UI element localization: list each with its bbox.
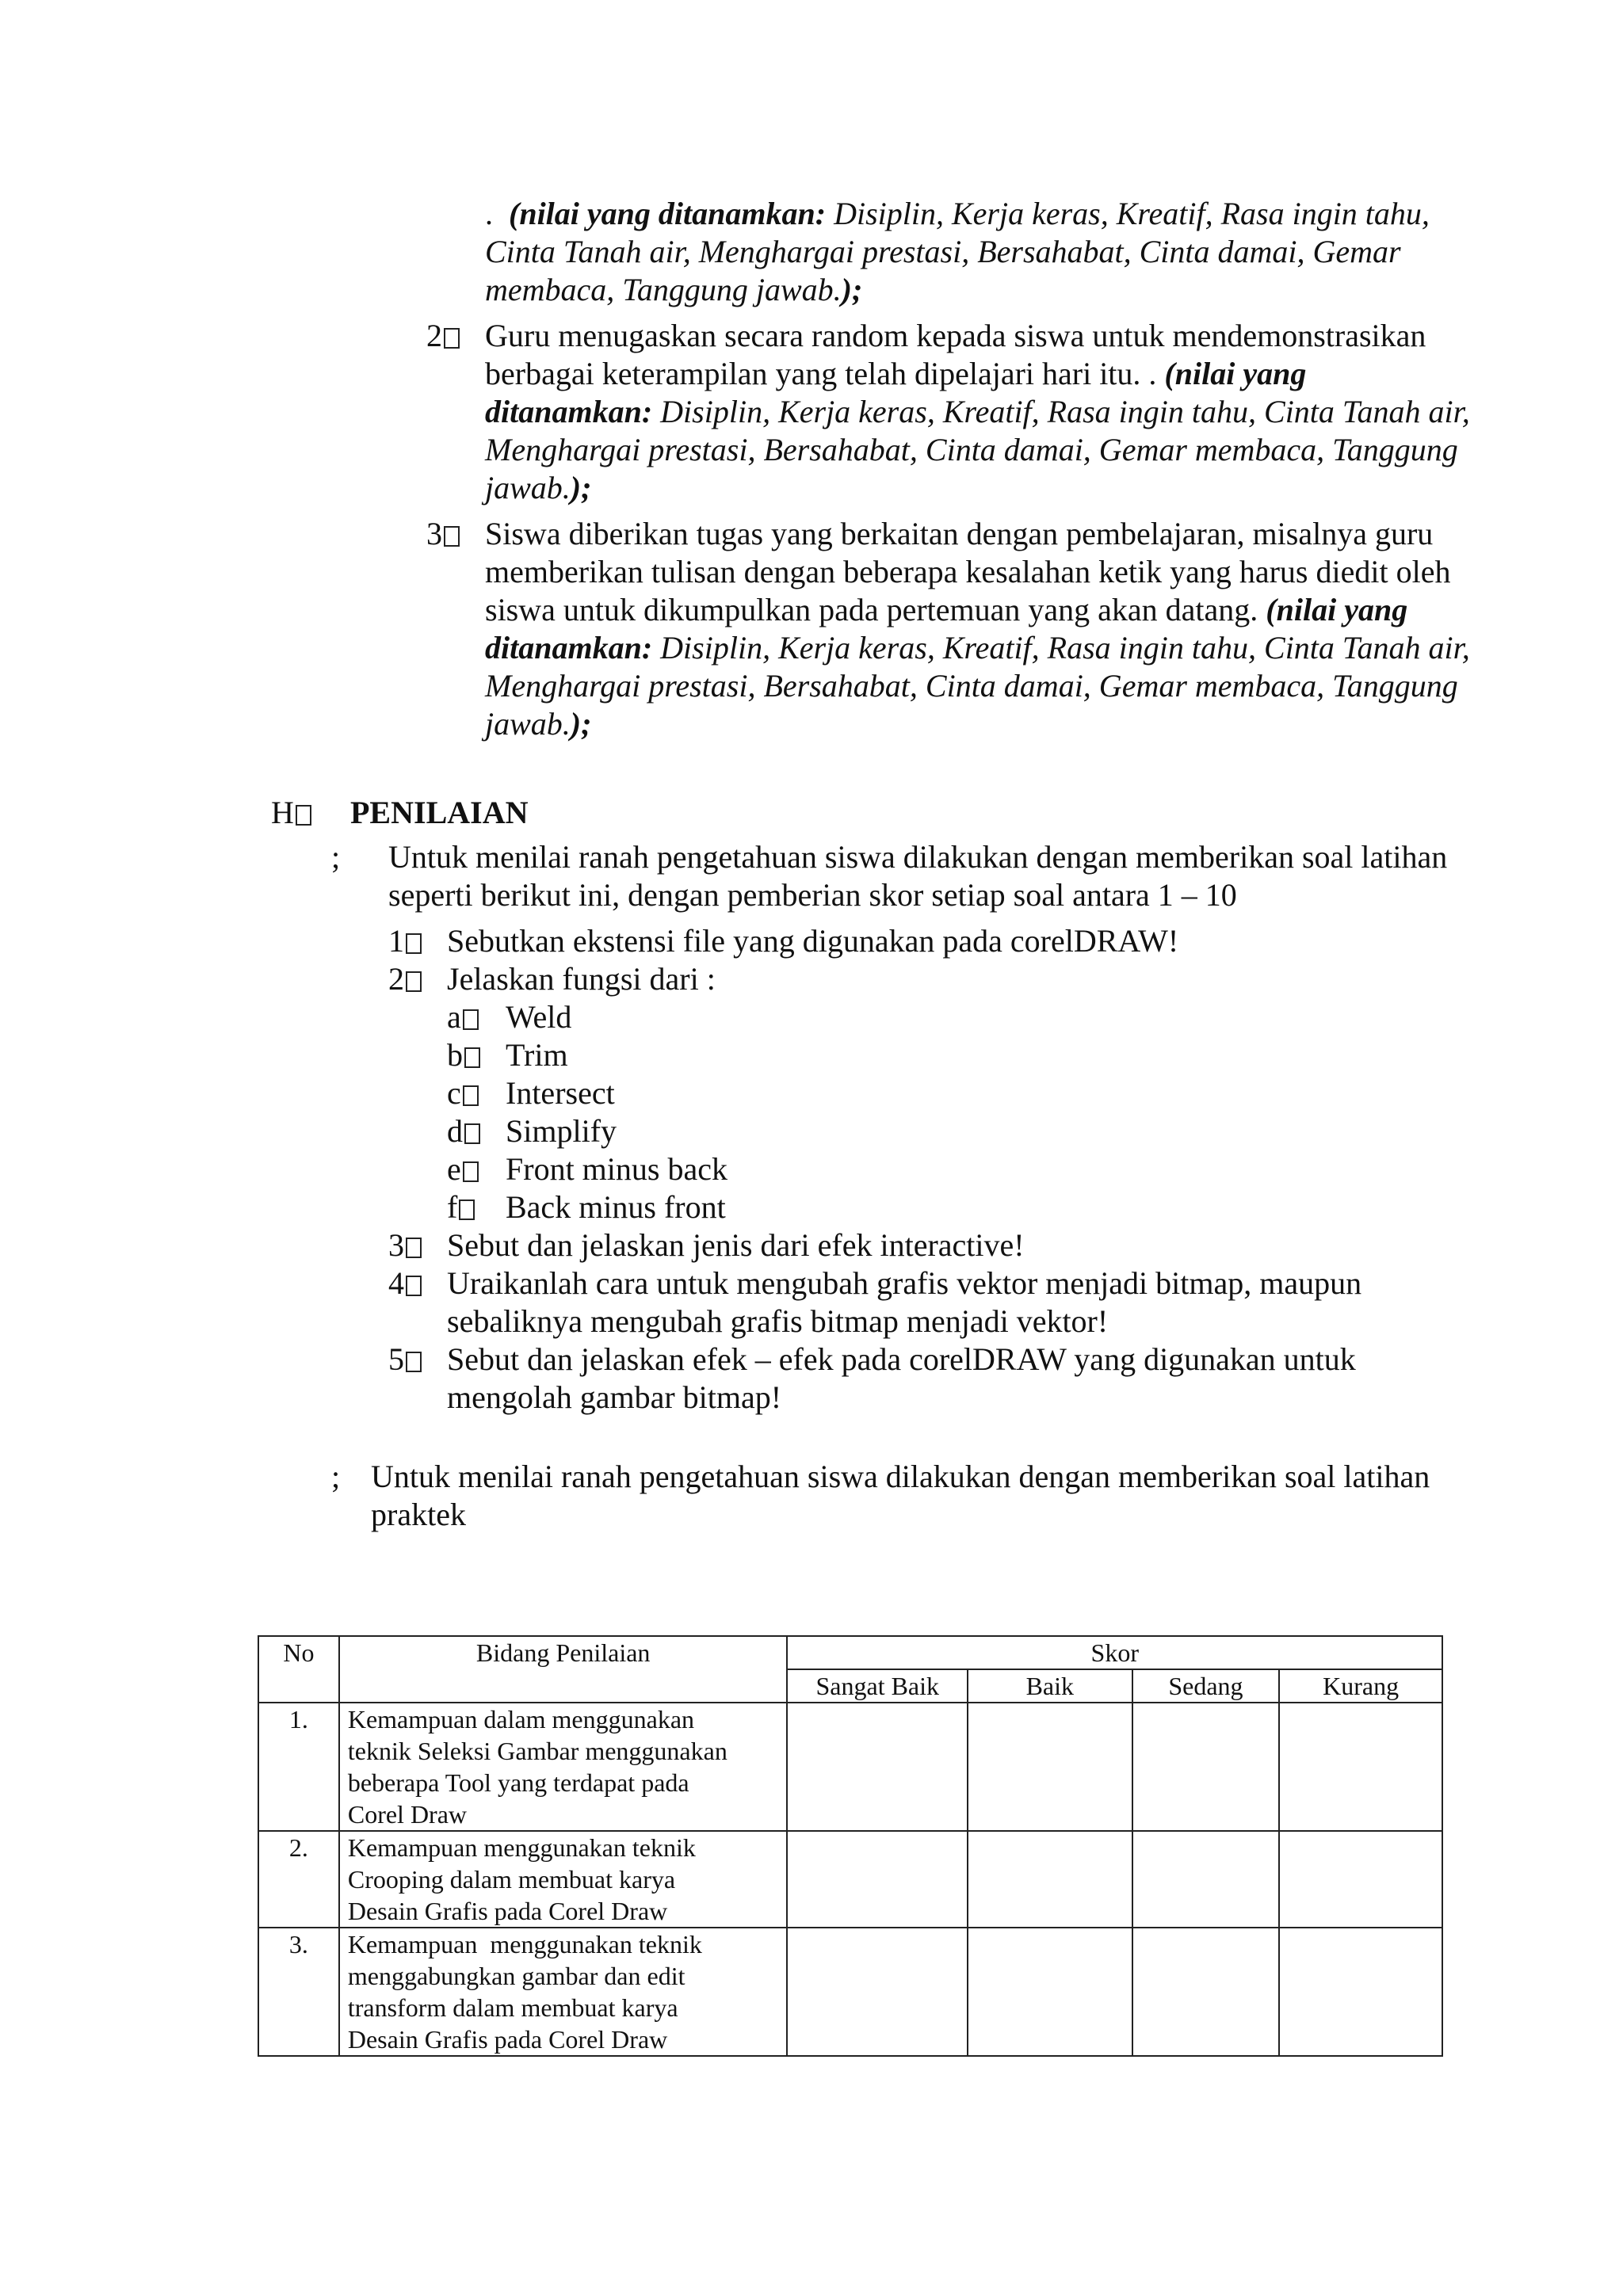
- item1-tail-line2: Cinta Tanah air, Menghargai prestasi, Bersahabat, Cinta damai, Gemar: [485, 234, 1401, 269]
- header-sangat-baik: Sangat Baik: [787, 1669, 968, 1703]
- section-title: PENILAIAN: [350, 795, 529, 830]
- header-no: No: [258, 1636, 339, 1703]
- missing-glyph-icon: [406, 1276, 422, 1296]
- score-cell-kurang: [1279, 1831, 1442, 1928]
- q2-sub-text: Back minus front: [506, 1189, 726, 1225]
- criterion-line: Kemampuan menggunakan teknik: [347, 1930, 702, 1958]
- score-cell-baik: [968, 1831, 1132, 1928]
- q4-number: 4: [388, 1264, 422, 1302]
- q5-line2: mengolah gambar bitmap!: [447, 1379, 782, 1415]
- row-no: 3.: [258, 1928, 339, 2056]
- criterion-line: beberapa Tool yang terdapat pada: [347, 1768, 689, 1797]
- item3-line6: jawab.);: [485, 706, 592, 742]
- row-criterion: [339, 1928, 788, 2056]
- item3-line2: memberikan tulisan dengan beberapa kesalahan ketik yang harus diedit oleh: [485, 554, 1451, 589]
- q2-sub-letter: a: [447, 998, 479, 1036]
- score-cell-baik: [968, 1703, 1132, 1831]
- q2-sub-text: Weld: [506, 999, 572, 1035]
- item2-line3: ditanamkan: Disiplin, Kerja keras, Kreatif, Rasa ingin tahu, Cinta Tanah air,: [485, 394, 1470, 429]
- criterion-line: Desain Grafis pada Corel Draw: [347, 1897, 668, 1925]
- table-row: [258, 1703, 1442, 1831]
- row-no: 1.: [258, 1703, 339, 1831]
- missing-glyph-icon: [444, 328, 460, 349]
- score-cell-kurang: [1279, 1928, 1442, 2056]
- item2-line4: Menghargai prestasi, Bersahabat, Cinta damai, Gemar membaca, Tanggung: [485, 432, 1458, 467]
- header-skor: Skor: [787, 1636, 1442, 1669]
- q5-line1: Sebut dan jelaskan efek – efek pada corelDRAW yang digunakan untuk: [447, 1341, 1356, 1377]
- criterion-line: Corel Draw: [347, 1800, 468, 1829]
- q1-text: Sebutkan ekstensi file yang digunakan pada corelDRAW!: [447, 923, 1179, 959]
- grading-table: [258, 1635, 1443, 2057]
- q2-text: Jelaskan fungsi dari :: [447, 961, 716, 997]
- row-criterion: [339, 1703, 788, 1831]
- q2-sub-letter: b: [447, 1036, 480, 1074]
- item1-tail-line1: . (nilai yang ditanamkan: Disiplin, Kerja keras, Kreatif, Rasa ingin tahu,: [485, 196, 1430, 231]
- missing-glyph-icon: [296, 805, 311, 826]
- row-criterion: [339, 1831, 788, 1928]
- criterion-line: Desain Grafis pada Corel Draw: [347, 2025, 668, 2054]
- row-no: 2.: [258, 1831, 339, 1928]
- assessment-bullet: ;: [331, 839, 341, 875]
- score-cell-baik: [968, 1928, 1132, 2056]
- criterion-line: teknik Seleksi Gambar menggunakan: [347, 1737, 727, 1765]
- item2-number: 2: [426, 317, 460, 355]
- missing-glyph-icon: [463, 1085, 479, 1106]
- practice-line2: praktek: [371, 1497, 466, 1532]
- q2-sub-letter: e: [447, 1150, 479, 1188]
- q4-line1: Uraikanlah cara untuk mengubah grafis vektor menjadi bitmap, maupun: [447, 1265, 1362, 1301]
- q2-sub-text: Front minus back: [506, 1151, 727, 1187]
- score-cell-sedang: [1132, 1928, 1280, 2056]
- missing-glyph-icon: [406, 1352, 422, 1372]
- criterion-line: transform dalam membuat karya: [347, 1993, 678, 2022]
- item3-line3: siswa untuk dikumpulkan pada pertemuan yang akan datang. (nilai yang: [485, 592, 1408, 627]
- item3-line4: ditanamkan: Disiplin, Kerja keras, Kreatif, Rasa ingin tahu, Cinta Tanah air,: [485, 630, 1470, 666]
- item3-line5: Menghargai prestasi, Bersahabat, Cinta damai, Gemar membaca, Tanggung: [485, 668, 1458, 704]
- criterion-line: Kemampuan dalam menggunakan: [347, 1705, 695, 1733]
- missing-glyph-icon: [459, 1199, 475, 1220]
- q2-sub-text: Trim: [506, 1037, 568, 1073]
- q3-text: Sebut dan jelaskan jenis dari efek interactive!: [447, 1227, 1025, 1263]
- q2-sub-text: Simplify: [506, 1113, 617, 1149]
- assessment-intro-line1: Untuk menilai ranah pengetahuan siswa dilakukan dengan memberikan soal latihan: [388, 839, 1448, 875]
- score-cell-sedang: [1132, 1703, 1280, 1831]
- score-cell-kurang: [1279, 1703, 1442, 1831]
- header-kurang: Kurang: [1279, 1669, 1442, 1703]
- q5-number: 5: [388, 1341, 422, 1379]
- header-sedang: Sedang: [1132, 1669, 1280, 1703]
- practice-line1: Untuk menilai ranah pengetahuan siswa dilakukan dengan memberikan soal latihan: [371, 1459, 1430, 1494]
- section-letter: H: [271, 794, 311, 832]
- item2-line2: berbagai keterampilan yang telah dipelajari hari itu. . (nilai yang: [485, 356, 1307, 391]
- item3-line1: Siswa diberikan tugas yang berkaitan dengan pembelajaran, misalnya guru: [485, 516, 1434, 551]
- table-row: [258, 1928, 1442, 2056]
- q1-number: 1: [388, 922, 422, 960]
- item3-number: 3: [426, 515, 460, 553]
- table-header-row: [258, 1636, 1442, 1669]
- criterion-line: menggabungkan gambar dan edit: [347, 1962, 685, 1990]
- header-baik: Baik: [968, 1669, 1132, 1703]
- q2-sub-letter: f: [447, 1188, 475, 1226]
- q3-number: 3: [388, 1226, 422, 1264]
- score-cell-sangat-baik: [787, 1831, 968, 1928]
- missing-glyph-icon: [444, 526, 460, 547]
- missing-glyph-icon: [406, 933, 422, 954]
- score-cell-sedang: [1132, 1831, 1280, 1928]
- q4-line2: sebaliknya mengubah grafis bitmap menjadi vektor!: [447, 1303, 1109, 1339]
- score-cell-sangat-baik: [787, 1703, 968, 1831]
- q2-sub-letter: d: [447, 1112, 480, 1150]
- missing-glyph-icon: [464, 1047, 480, 1068]
- item2-line5: jawab.);: [485, 470, 592, 505]
- q2-sub-text: Intersect: [506, 1075, 615, 1111]
- missing-glyph-icon: [406, 971, 422, 992]
- score-cell-sangat-baik: [787, 1928, 968, 2056]
- practice-bullet: ;: [331, 1459, 341, 1494]
- criterion-line: Crooping dalam membuat karya: [347, 1865, 676, 1894]
- table-row: [258, 1831, 1442, 1928]
- q2-number: 2: [388, 960, 422, 998]
- missing-glyph-icon: [463, 1009, 479, 1030]
- header-bidang: Bidang Penilaian: [339, 1636, 788, 1703]
- item2-line1: Guru menugaskan secara random kepada siswa untuk mendemonstrasikan: [485, 318, 1426, 353]
- missing-glyph-icon: [463, 1161, 479, 1182]
- missing-glyph-icon: [406, 1238, 422, 1258]
- criterion-line: Kemampuan menggunakan teknik: [347, 1833, 696, 1862]
- missing-glyph-icon: [464, 1123, 480, 1144]
- assessment-intro-line2: seperti berikut ini, dengan pemberian skor setiap soal antara 1 – 10: [388, 877, 1237, 913]
- item1-tail-line3: membaca, Tanggung jawab.);: [485, 272, 863, 307]
- q2-sub-letter: c: [447, 1074, 479, 1112]
